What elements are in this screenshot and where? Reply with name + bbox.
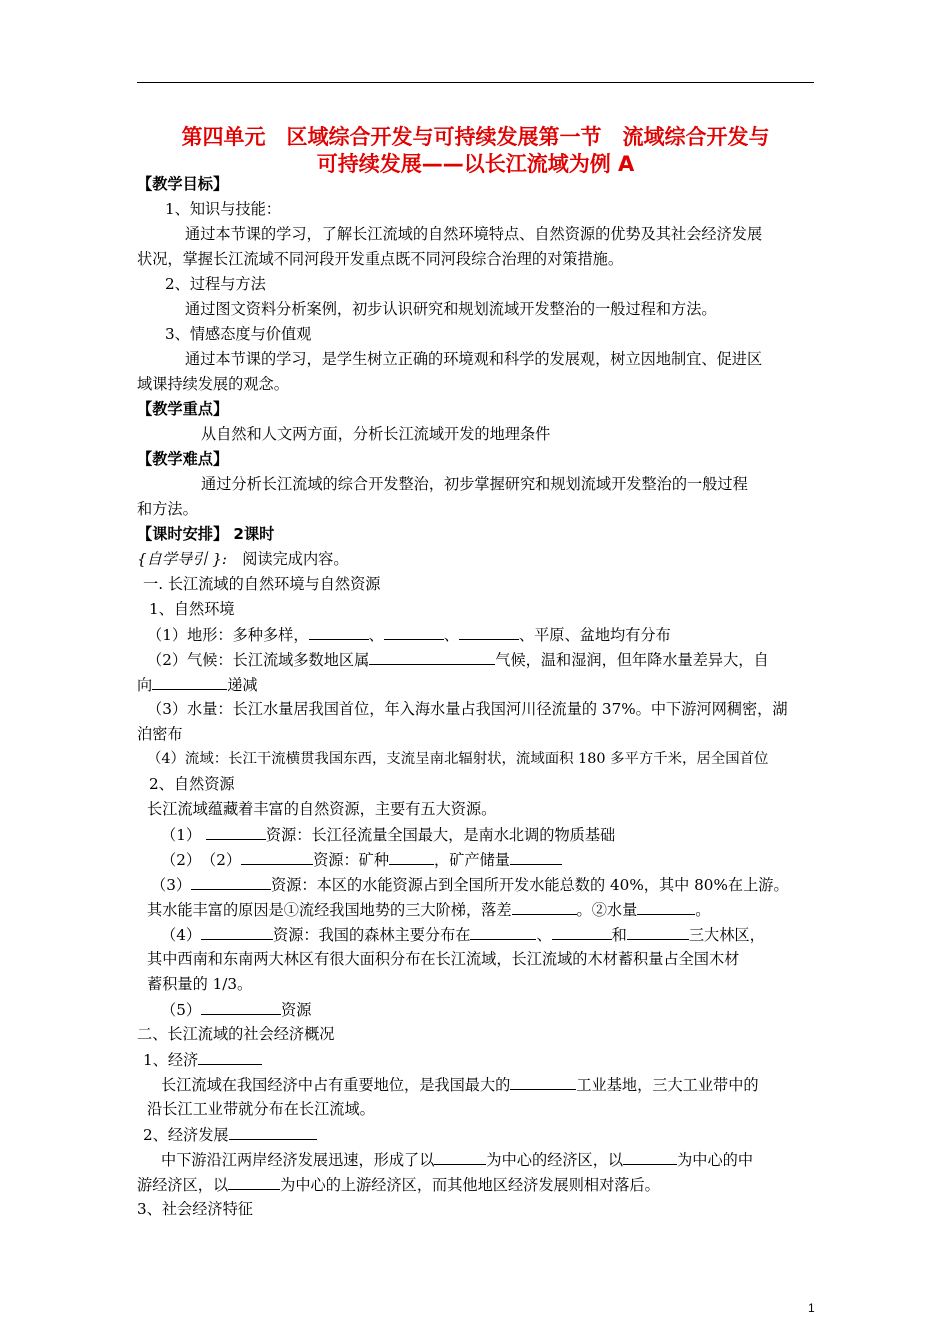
document-body	[137, 172, 817, 1222]
paragraph: 泊密布	[137, 725, 183, 743]
text: （4）	[161, 926, 202, 944]
blank[interactable]	[459, 622, 519, 640]
text: 三大林区，	[688, 926, 765, 944]
text: 工业基地，三大工业带中的	[576, 1076, 759, 1094]
title-line-1: 第四单元 区域综合开发与可持续发展第一节 流域综合开发与	[181, 125, 770, 149]
key-header: 【教学重点】	[137, 400, 229, 418]
fill-line	[137, 1047, 817, 1072]
text: （3）	[151, 876, 192, 894]
text: 向	[137, 676, 153, 694]
subsection-title: 1、自然环境	[149, 600, 235, 618]
fill-line	[137, 847, 817, 872]
fill-line	[137, 897, 817, 922]
text: 长江流域在我国经济中占有重要地位，是我国最大的	[161, 1076, 511, 1094]
blank[interactable]	[369, 647, 495, 665]
guide-label: {自学导引 }:	[137, 550, 228, 568]
blank[interactable]	[206, 822, 266, 840]
blank[interactable]	[389, 847, 434, 865]
blank[interactable]	[510, 847, 562, 865]
subsection-title: 2、自然资源	[149, 775, 235, 793]
paragraph: 状况，掌握长江流域不同河段开发重点既不同河段综合治理的对策措施。	[137, 250, 623, 268]
page-number: 1	[808, 1301, 815, 1315]
fill-line	[137, 997, 817, 1022]
schedule-line	[137, 522, 817, 547]
paragraph: 和方法。	[137, 500, 198, 518]
text: 递减	[227, 676, 258, 694]
paragraph: 域课持续发展的观念。	[137, 375, 289, 393]
title-line-2: 可持续发展——以长江流域为例 A	[316, 152, 635, 176]
paragraph: 从自然和人文两方面，分析长江流域开发的地理条件	[201, 425, 551, 443]
paragraph: （4）流域：长江干流横贯我国东西，支流呈南北辐射状，流域面积 180 多平方千米，居全国首位	[147, 751, 769, 767]
text: 中下游沿江两岸经济发展迅速，形成了以	[161, 1151, 435, 1169]
fill-line	[137, 1172, 817, 1197]
text: 资源：长江径流量全国最大，是南水北调的物质基础	[265, 826, 616, 844]
blank[interactable]	[152, 672, 227, 690]
blank[interactable]	[201, 997, 281, 1015]
text: 、	[536, 926, 552, 944]
goals-header: 【教学目标】	[137, 175, 229, 193]
blank[interactable]	[198, 1047, 262, 1065]
text: ，矿产储量	[434, 851, 510, 869]
text: （2）气候：长江流域多数地区属	[147, 651, 370, 669]
text: 为中心的中	[677, 1151, 753, 1169]
blank[interactable]	[201, 922, 273, 940]
paragraph: 通过分析长江流域的综合开发整治，初步掌握研究和规划流域开发整治的一般过程	[201, 475, 748, 493]
paragraph: 沿长江工业带就分布在长江流域。	[147, 1100, 375, 1118]
text: 、	[368, 626, 384, 644]
text: 为中心的经济区，以	[486, 1151, 624, 1169]
fill-line	[137, 872, 817, 897]
blank[interactable]	[241, 847, 313, 865]
blank[interactable]	[512, 897, 577, 915]
guide-line	[137, 547, 817, 572]
difficult-header: 【教学难点】	[137, 450, 229, 468]
fill-line	[137, 1147, 817, 1172]
text: 资源：本区的水能资源占到全国所开发水能总数的 40%，其中 80%在上游。	[271, 876, 789, 894]
text: 。②水量	[576, 901, 638, 919]
blank[interactable]	[434, 1147, 486, 1165]
blank[interactable]	[229, 1122, 317, 1140]
fill-line	[137, 1122, 817, 1147]
text: 游经济区，以	[137, 1176, 229, 1194]
text: 和	[611, 926, 627, 944]
fill-line	[137, 822, 817, 847]
blank[interactable]	[384, 622, 444, 640]
text: 、平原、盆地均有分布	[518, 626, 671, 644]
blank[interactable]	[627, 922, 689, 940]
section-2-title: 二、长江流域的社会经济概况	[137, 1025, 335, 1043]
page-title	[137, 124, 814, 178]
paragraph: 3、社会经济特征	[137, 1200, 253, 1218]
paragraph: 其中西南和东南两大林区有很大面积分布在长江流域，长江流域的木材蓄积量占全国木材	[147, 950, 740, 968]
fill-line	[137, 922, 817, 947]
paragraph: 通过图文资料分析案例，初步认识研究和规划流域开发整治的一般过程和方法。	[185, 300, 717, 318]
text: 。	[695, 901, 711, 919]
text: 气候，温和湿润，但年降水量差异大，自	[495, 651, 769, 669]
text: （1）地形：多种多样，	[147, 626, 309, 644]
paragraph: 蓄积量的 1/3。	[147, 975, 253, 993]
text: （2） （2）	[161, 851, 242, 869]
text: 资源	[281, 1001, 312, 1019]
text: 为中心的上游经济区，而其他地区经济发展则相对落后。	[280, 1176, 660, 1194]
section-1-title: 一. 长江流域的自然环境与自然资源	[143, 575, 381, 593]
paragraph: 通过本节课的学习，是学生树立正确的环境观和科学的发展观，树立因地制宜、促进区	[185, 350, 763, 368]
fill-line	[137, 622, 817, 647]
text: 资源：矿种	[313, 851, 390, 869]
goal-process-title: 2、过程与方法	[165, 275, 266, 293]
header-rule	[137, 82, 814, 83]
paragraph: 长江流域蕴藏着丰富的自然资源，主要有五大资源。	[147, 800, 497, 818]
goal-knowledge-title: 1、知识与技能：	[165, 200, 281, 218]
blank[interactable]	[470, 922, 536, 940]
paragraph: 通过本节课的学习，了解长江流域的自然环境特点、自然资源的优势及其社会经济发展	[185, 225, 763, 243]
text: 2、经济发展	[143, 1126, 229, 1144]
blank[interactable]	[191, 872, 271, 890]
blank[interactable]	[552, 922, 612, 940]
text: （1）	[161, 826, 202, 844]
schedule-value: 2课时	[233, 525, 275, 543]
text: 、	[443, 626, 459, 644]
fill-line	[137, 672, 817, 697]
schedule-header: 【课时安排】	[137, 525, 229, 543]
guide-text: 阅读完成内容。	[242, 550, 349, 568]
paragraph: （3）水量：长江水量居我国首位，年入海水量占我国河川径流量的 37%。中下游河网稠密，湖	[147, 700, 788, 718]
text: （5）	[161, 1001, 202, 1019]
blank[interactable]	[309, 622, 369, 640]
goal-emotion-title: 3、情感态度与价值观	[165, 325, 312, 343]
fill-line	[137, 647, 817, 672]
blank[interactable]	[510, 1072, 576, 1090]
blank[interactable]	[637, 897, 695, 915]
fill-line	[137, 1072, 817, 1097]
text: 其水能丰富的原因是①流经我国地势的三大阶梯，落差	[147, 901, 512, 919]
blank[interactable]	[623, 1147, 677, 1165]
text: 资源：我国的森林主要分布在	[273, 926, 471, 944]
blank[interactable]	[228, 1172, 280, 1190]
text: 1、经济	[143, 1051, 199, 1069]
